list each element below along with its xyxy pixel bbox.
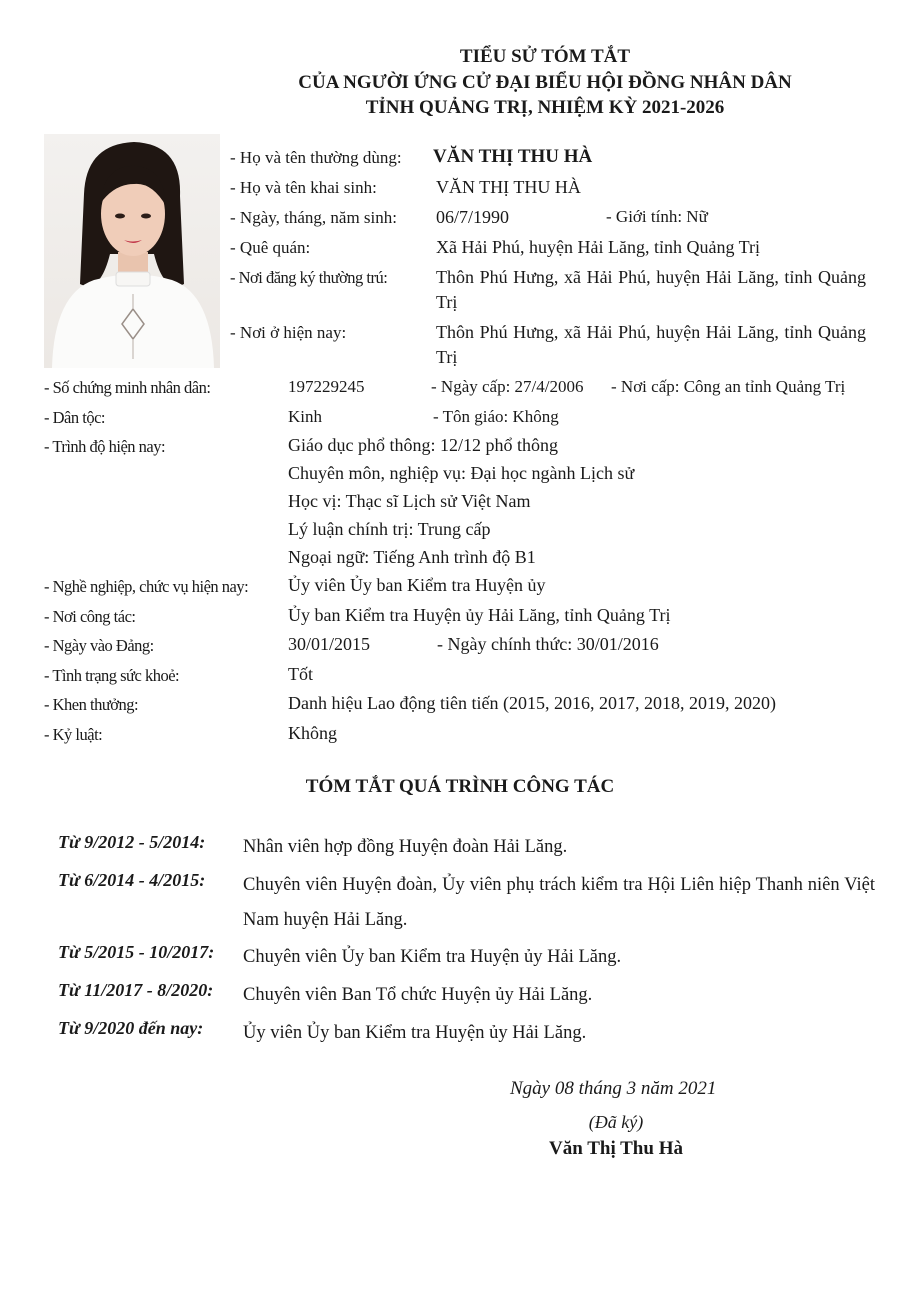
candidate-photo: [44, 134, 220, 368]
party-date-value: 30/01/2015: [288, 634, 371, 654]
party-date-label: - Ngày vào Đảng:: [44, 636, 154, 655]
education-general: Giáo dục phổ thông: 12/12 phổ thông: [288, 435, 558, 455]
work-description: Ủy viên Ủy ban Kiểm tra Huyện ủy Hải Lăng.: [243, 1023, 587, 1043]
dob-label: - Ngày, tháng, năm sinh:: [230, 208, 397, 227]
birth-name: VĂN THỊ THU HÀ: [436, 177, 581, 197]
ethnicity-label: - Dân tộc:: [44, 408, 105, 427]
signature-date: Ngày 08 tháng 3 năm 2021: [510, 1078, 717, 1099]
hometown-label: - Quê quán:: [230, 238, 311, 257]
awards-label: - Khen thưởng:: [44, 695, 139, 714]
hometown-value: Xã Hải Phú, huyện Hải Lăng, tỉnh Quảng Trị: [436, 237, 760, 257]
gender-value: - Giới tính: Nữ: [606, 207, 708, 226]
work-history-title: TÓM TẮT QUÁ TRÌNH CÔNG TÁC: [305, 776, 615, 797]
work-period: Từ 5/2015 - 10/2017:: [58, 942, 215, 962]
document-title: TIỂU SỬ TÓM TẮT: [459, 46, 631, 67]
current-address-label: - Nơi ở hiện nay:: [230, 323, 347, 342]
current-address-value: Thôn Phú Hưng, xã Hải Phú, huyện Hải Lăng, tỉnh Quảng Trị: [436, 322, 866, 367]
dob-value: 06/7/1990: [436, 207, 510, 227]
education-language: Ngoại ngữ: Tiếng Anh trình độ B1: [288, 547, 536, 567]
work-period: Từ 11/2017 - 8/2020:: [58, 980, 214, 1000]
education-degree: Học vị: Thạc sĩ Lịch sử Việt Nam: [288, 491, 531, 511]
health-label: - Tình trạng sức khoẻ:: [44, 666, 180, 685]
health-value: Tốt: [288, 664, 313, 684]
document-subtitle: CỦA NGƯỜI ỨNG CỬ ĐẠI BIỂU HỘI ĐỒNG NHÂN DÂN: [298, 72, 792, 93]
workplace-label: - Nơi công tác:: [44, 607, 136, 626]
id-issue-date: - Ngày cấp: 27/4/2006: [431, 377, 584, 396]
workplace-value: Ủy ban Kiểm tra Huyện ủy Hải Lăng, tỉnh Quảng Trị: [288, 605, 671, 625]
education-label: - Trình độ hiện nay:: [44, 437, 166, 456]
work-description: Chuyên viên Huyện đoàn, Ủy viên phụ trách kiểm tra Hội Liên hiệp Thanh niên Việt Nam huyện Hải Lăng.: [243, 875, 875, 930]
document-term: TỈNH QUẢNG TRỊ, NHIỆM KỲ 2021-2026: [365, 97, 725, 118]
work-period: Từ 9/2020 đến nay:: [58, 1018, 204, 1038]
work-description: Chuyên viên Ủy ban Kiểm tra Huyện ủy Hải Lăng.: [243, 947, 622, 967]
signature-note: (Đã ký): [588, 1112, 644, 1132]
signature-name: Văn Thị Thu Hà: [549, 1138, 683, 1159]
ethnicity-value: Kinh: [288, 407, 322, 426]
birth-name-label: - Họ và tên khai sinh:: [230, 178, 377, 197]
work-description: Chuyên viên Ban Tổ chức Huyện ủy Hải Lăng.: [243, 985, 593, 1005]
education-major: Chuyên môn, nghiệp vụ: Đại học ngành Lịch sử: [288, 463, 635, 483]
education-political: Lý luận chính trị: Trung cấp: [288, 519, 491, 539]
permanent-address-value: Thôn Phú Hưng, xã Hải Phú, huyện Hải Lăng, tỉnh Quảng Trị: [436, 267, 866, 312]
common-name: VĂN THỊ THU HÀ: [433, 146, 593, 167]
awards-value: Danh hiệu Lao động tiên tiến (2015, 2016, 2017, 2018, 2019, 2020): [288, 693, 776, 713]
party-official-value: - Ngày chính thức: 30/01/2016: [437, 634, 659, 654]
work-period: Từ 9/2012 - 5/2014:: [58, 832, 206, 852]
religion-value: - Tôn giáo: Không: [433, 407, 559, 426]
id-number-value: 197229245: [288, 377, 365, 396]
common-name-label: - Họ và tên thường dùng:: [230, 148, 402, 167]
work-period: Từ 6/2014 - 4/2015:: [58, 870, 206, 890]
id-issue-place: - Nơi cấp: Công an tỉnh Quảng Trị: [611, 377, 846, 396]
discipline-label: - Kỷ luật:: [44, 725, 103, 744]
permanent-address-label: - Nơi đăng ký thường trú:: [230, 268, 388, 287]
work-description: Nhân viên hợp đồng Huyện đoàn Hải Lăng.: [243, 837, 568, 857]
position-value: Ủy viên Ủy ban Kiểm tra Huyện ủy: [288, 575, 546, 595]
discipline-value: Không: [288, 723, 337, 743]
position-label: - Nghề nghiệp, chức vụ hiện nay:: [44, 577, 249, 596]
id-number-label: - Số chứng minh nhân dân:: [44, 378, 211, 397]
